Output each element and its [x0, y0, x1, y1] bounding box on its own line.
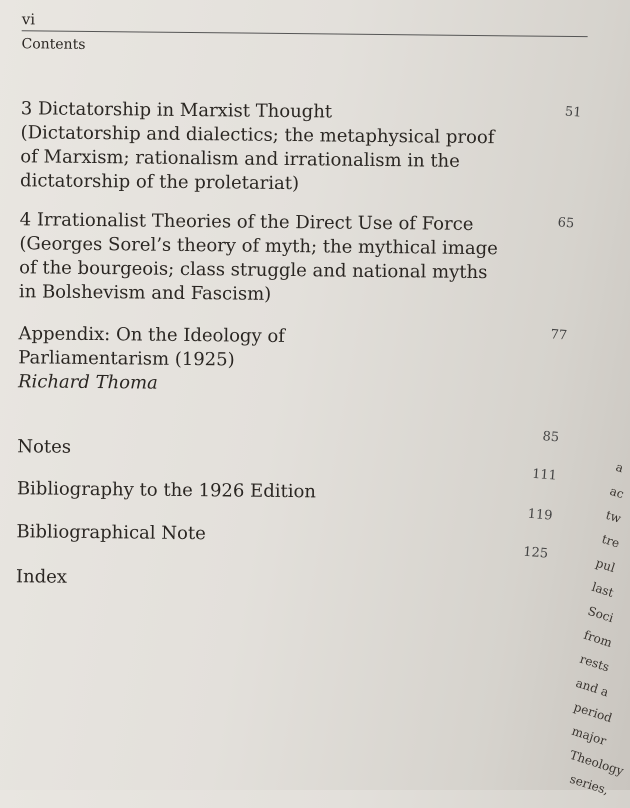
facing-page-text: series, — [568, 771, 611, 798]
page-number: 51 — [564, 104, 582, 121]
toc-entry-chapter-4 — [19, 208, 498, 309]
entry-description: in Bolshevism and Fascism) — [18, 281, 272, 305]
page-number: 111 — [531, 466, 558, 484]
entry-title: Bibliographical Note — [16, 521, 206, 545]
running-title: Contents — [21, 36, 86, 53]
facing-page-text: major — [570, 723, 608, 748]
page-number: 65 — [557, 215, 575, 232]
facing-page-text: tre — [600, 531, 622, 551]
facing-page-text: Theology — [568, 747, 626, 779]
toc-entry-index — [16, 565, 67, 590]
toc-entry-chapter-3 — [20, 97, 495, 198]
entry-description: of the bourgeois; class struggle and national myths — [19, 257, 488, 284]
facing-page-text: last — [590, 579, 616, 600]
page-folio: vi — [21, 10, 36, 29]
entry-description: (Dictatorship and dialectics; the metaphysical proof — [20, 122, 495, 149]
toc-entry-appendix — [18, 322, 285, 397]
entry-description: of Marxism; rationalism and irrationalism in the — [20, 146, 460, 172]
entry-description: (Georges Sorel’s theory of myth; the mythical image — [19, 233, 498, 260]
toc-entry-notes — [17, 435, 71, 460]
entry-description: dictatorship of the proletariat) — [19, 170, 300, 195]
page-number: 77 — [549, 327, 568, 344]
entry-title: Notes — [17, 436, 72, 458]
facing-page-text: rests — [578, 651, 611, 675]
entry-title: 3 Dictatorship in Marxist Thought — [20, 98, 333, 123]
facing-page-fragments — [568, 455, 630, 798]
facing-page-text: a — [614, 459, 626, 476]
facing-page-text: period — [572, 699, 614, 726]
facing-page-text: ac — [608, 483, 626, 502]
facing-page-text: pul — [594, 555, 617, 576]
entry-title: Bibliography to the 1926 Edition — [16, 478, 317, 503]
toc-entry-bibliographical-note — [16, 520, 206, 546]
page-number: 119 — [527, 506, 554, 524]
page-number: 85 — [541, 429, 560, 446]
facing-page-text: and a — [574, 675, 611, 700]
entry-author: Richard Thoma — [17, 371, 158, 394]
page-number: 125 — [522, 544, 549, 562]
facing-page-text: from — [582, 627, 614, 650]
header-rule — [22, 30, 588, 37]
entry-title: Parliamentarism (1925) — [18, 347, 235, 371]
facing-page-text: Soci — [586, 603, 616, 626]
toc-entry-bibliography — [17, 477, 316, 504]
entry-title: 4 Irrationalist Theories of the Direct Use of Force — [19, 209, 474, 235]
entry-title: Appendix: On the Ideology of — [18, 323, 286, 348]
facing-page-text: tw — [604, 507, 623, 526]
entry-title: Index — [15, 566, 68, 588]
